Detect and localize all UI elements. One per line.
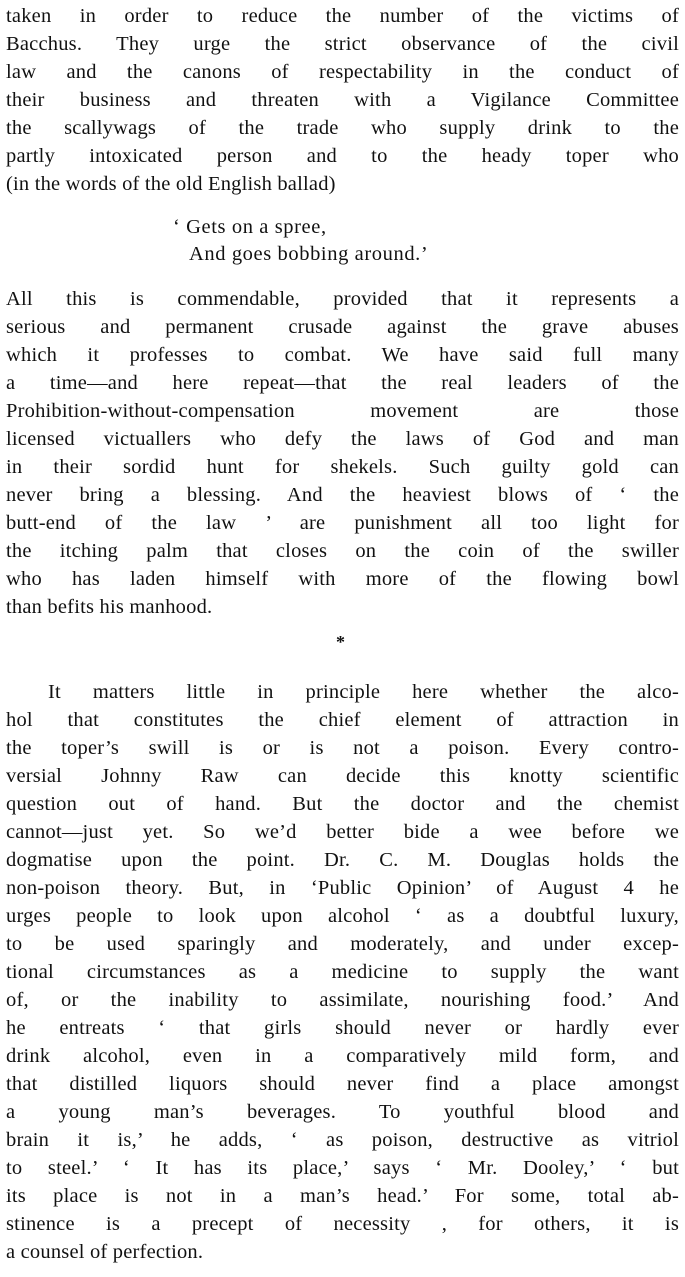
text-line: which it professes to combat. We have said full many	[6, 344, 679, 366]
text-line: All this is commendable, provided that it represents a	[6, 288, 679, 310]
text-line: It matters little in principle here whether the alco-	[48, 681, 679, 703]
section-separator: *	[336, 632, 345, 652]
text-line: to be used sparingly and moderately, and under excep-	[6, 933, 679, 955]
text-line: brain it is,’ he adds, ‘ as poison, destructive as vitriol	[6, 1129, 679, 1151]
text-line: to steel.’ ‘ It has its place,’ says ‘ Mr. Dooley,’ ‘ but	[6, 1157, 679, 1179]
text-line: taken in order to reduce the number of the victims of	[6, 5, 679, 27]
text-line: its place is not in a man’s head.’ For some, total ab-	[6, 1185, 679, 1207]
text-line: a young man’s beverages. To youthful blood and	[6, 1101, 679, 1123]
text-line: dogmatise upon the point. Dr. C. M. Douglas holds the	[6, 849, 679, 871]
text-line: drink alcohol, even in a comparatively mild form, and	[6, 1045, 679, 1067]
text-line: tional circumstances as a medicine to supply the want	[6, 961, 679, 983]
text-line: who has laden himself with more of the flowing bowl	[6, 568, 679, 590]
text-line: of, or the inability to assimilate, nourishing food.’ And	[6, 989, 679, 1011]
text-line: non-poison theory. But, in ‘Public Opinion’ of August 4 he	[6, 877, 679, 899]
text-line: (in the words of the old English ballad)	[6, 173, 336, 195]
text-line: partly intoxicated person and to the heady toper who	[6, 145, 679, 167]
text-line: urges people to look upon alcohol ‘ as a doubtful luxury,	[6, 905, 679, 927]
text-line: versial Johnny Raw can decide this knotty scientific	[6, 765, 679, 787]
quote-line: ‘ Gets on a spree,	[173, 216, 327, 238]
text-line: cannot—just yet. So we’d better bide a wee before we	[6, 821, 679, 843]
text-line: butt-end of the law ’ are punishment all too light for	[6, 512, 679, 534]
text-line: never bring a blessing. And the heaviest blows of ‘ the	[6, 484, 679, 506]
text-line: the scallywags of the trade who supply drink to the	[6, 117, 679, 139]
text-line: the itching palm that closes on the coin of the swiller	[6, 540, 679, 562]
text-line: law and the canons of respectability in the conduct of	[6, 61, 679, 83]
text-line: Prohibition-without-compensation movement are those	[6, 400, 679, 422]
text-line: a time—and here repeat—that the real leaders of the	[6, 372, 679, 394]
text-line: a counsel of perfection.	[6, 1241, 204, 1263]
text-line: stinence is a precept of necessity , for others, it is	[6, 1213, 679, 1235]
text-line: serious and permanent crusade against the grave abuses	[6, 316, 679, 338]
text-line: in their sordid hunt for shekels. Such guilty gold can	[6, 456, 679, 478]
text-line: that distilled liquors should never find a place amongst	[6, 1073, 679, 1095]
quote-line: And goes bobbing around.’	[189, 243, 429, 265]
text-line: question out of hand. But the doctor and the chemist	[6, 793, 679, 815]
text-line: their business and threaten with a Vigilance Committee	[6, 89, 679, 111]
text-line: the toper’s swill is or is not a poison. Every contro-	[6, 737, 679, 759]
text-line: Bacchus. They urge the strict observance of the civil	[6, 33, 679, 55]
text-line: he entreats ‘ that girls should never or hardly ever	[6, 1017, 679, 1039]
text-line: hol that constitutes the chief element of attraction in	[6, 709, 679, 731]
text-line: than befits his manhood.	[6, 596, 213, 618]
text-line: licensed victuallers who defy the laws of God and man	[6, 428, 679, 450]
